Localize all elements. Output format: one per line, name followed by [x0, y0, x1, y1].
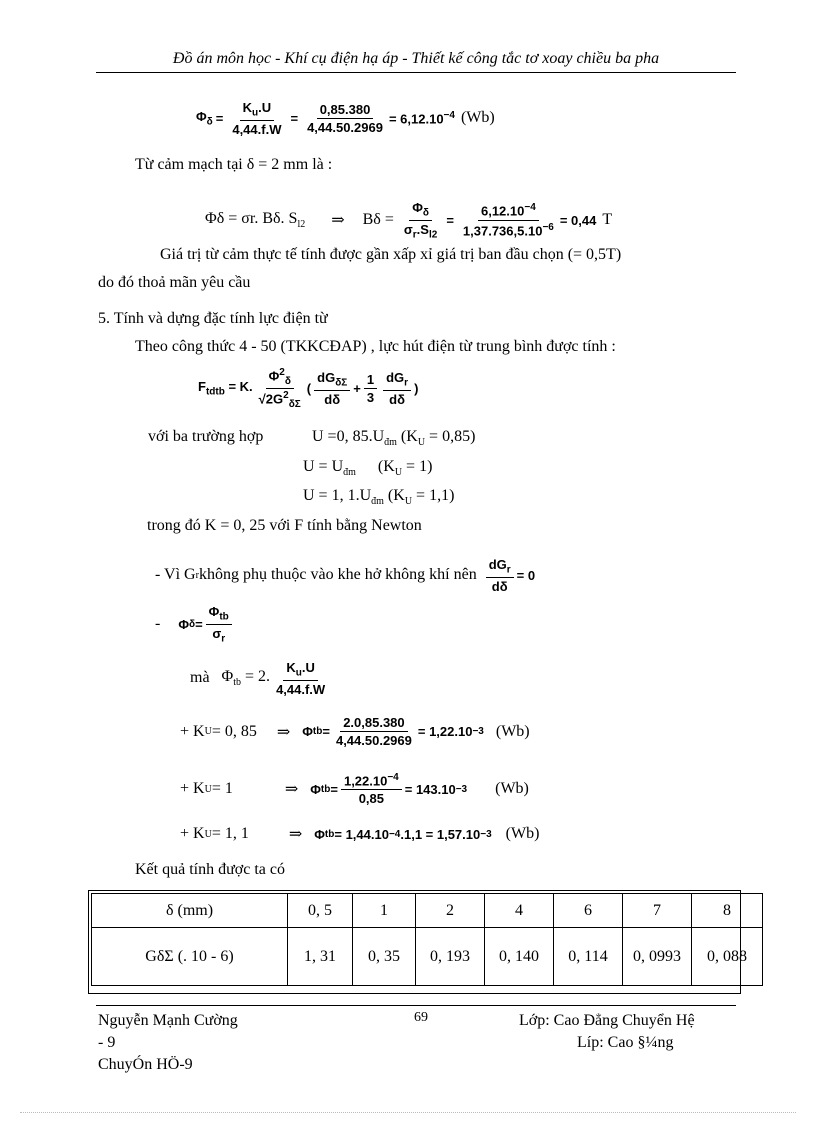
cell: 0, 114: [554, 928, 623, 986]
calc-ku-11: + K U = 1, 1 ⇒ Φ tb = 1,44.10 −4 .1,1 = 1,57.10 −3 (Wb): [180, 825, 540, 843]
row-header: GδΣ (. 10 - 6): [92, 928, 288, 986]
table-row: [92, 928, 763, 986]
row-header: δ (mm): [92, 894, 288, 928]
footer-class-alt: Líp: Cao §¼ng: [577, 1034, 674, 1051]
flux-intro: Từ cảm mạch tại δ = 2 mm là :: [135, 156, 333, 173]
header-rule: [96, 72, 736, 73]
footer-class: Lớp: Cao Đẳng Chuyển Hệ: [519, 1012, 695, 1029]
results-table: [91, 893, 763, 986]
table-row: [92, 894, 763, 928]
cell: 2: [416, 894, 485, 928]
note-gr: - Vì G r không phụ thuộc vào khe hở không khí nên $\frac{dG_r}{d\delta}$ = 0: [155, 557, 536, 594]
calc-ku-1: + K U = 1 ⇒ Φ tb = $\frac{1,22.10^{-4}}{0,85}$ = 143.10 −3 (Wb): [180, 772, 529, 807]
case-2: $U = U_{đm}$ $(K_U = 1)$: [303, 458, 433, 479]
flux-density-equation: Φδ = σr. Bδ. $S_{l2}$ ⇒ Bδ = $\frac{\Phi_\delta}{\sigma_r.S_{l2}}$ = $\frac{6,12.10^{-4}}{1,37.736,5.10^{-6}}$ = 0,44 T: [205, 200, 613, 241]
cell: 0, 088: [692, 928, 763, 986]
page-header: Đồ án môn học - Khí cụ điện hạ áp - Thiết kế công tắc tơ xoay chiều ba pha: [172, 50, 660, 67]
calc-ku-085: + K U = 0, 85 ⇒ Φ tb = $\frac{2.0,85.380}{4,44.50.2969}$ = 1,22.10 −3 (Wb): [180, 715, 530, 748]
cell: 0, 140: [485, 928, 554, 986]
cell: 0, 35: [353, 928, 416, 986]
flux-ratio: - Φ δ = $\frac{\Phi_{tb}}{\sigma_r}$: [155, 604, 235, 644]
force-formula: $F_{tdtb} = K$. $\frac{\Phi^2_\delta}{√2G^2_{\delta\Sigma}}$ ( $\frac{dG_{\delta\Sigma}}{d\delta}$ + $\frac{1}{3}$ $\frac{dG_r}{d\delta}$ ): [198, 367, 419, 410]
paragraph-1-cont: do đó thoả mãn yêu cầu: [98, 274, 251, 291]
page-number: 69: [414, 1010, 428, 1025]
cell: 1: [353, 894, 416, 928]
footer-class-garbled: ChuyÓn HÖ-9: [98, 1056, 193, 1073]
section-5-heading: 5. Tính và dựng đặc tính lực điện từ: [98, 310, 328, 327]
case-1: U =0, $85.U_{đm}$ $(K_U = 0,85)$: [312, 428, 476, 449]
flux-tb-formula: mà $\Phi_{tb} = 2$. $\frac{K_u.U}{4,44.f.W}$: [190, 660, 326, 697]
cell: 7: [623, 894, 692, 928]
footer-rule: [96, 1005, 736, 1006]
page-edge-dots: [20, 1112, 796, 1113]
result-intro: Kết quả tính được ta có: [135, 861, 285, 878]
footer-author: Nguyễn Mạnh Cường: [98, 1012, 238, 1029]
paragraph-1: Giá trị từ cảm thực tế tính được gần xấp xỉ giá trị ban đầu chọn (= 0,5T): [160, 246, 622, 263]
cell: 6: [554, 894, 623, 928]
cell: 1, 31: [288, 928, 353, 986]
cell: 4: [485, 894, 554, 928]
cell: 0, 193: [416, 928, 485, 986]
cell: 8: [692, 894, 763, 928]
flux-equation: $\Phi_\delta$ = $\frac{K_u.U}{4,44.f.W}$ = $\frac{0,85.380}{4,44.50.2969}$ = $6,12.10^{-4}$ (Wb): [196, 100, 495, 137]
constant-note: trong đó K = 0, 25 với F tính bằng Newton: [147, 517, 422, 534]
cell: 0, 5: [288, 894, 353, 928]
footer-author-cont: - 9: [98, 1034, 116, 1051]
cell: 0, 0993: [623, 928, 692, 986]
cases-label: với ba trường hợp: [148, 428, 264, 445]
formula-intro: Theo công thức 4 - 50 (TKKCĐAP) , lực hút điện từ trung bình được tính :: [135, 338, 616, 355]
case-3: U = 1, $1.U_{đm}$ $(K_U = 1,1)$: [303, 487, 455, 508]
